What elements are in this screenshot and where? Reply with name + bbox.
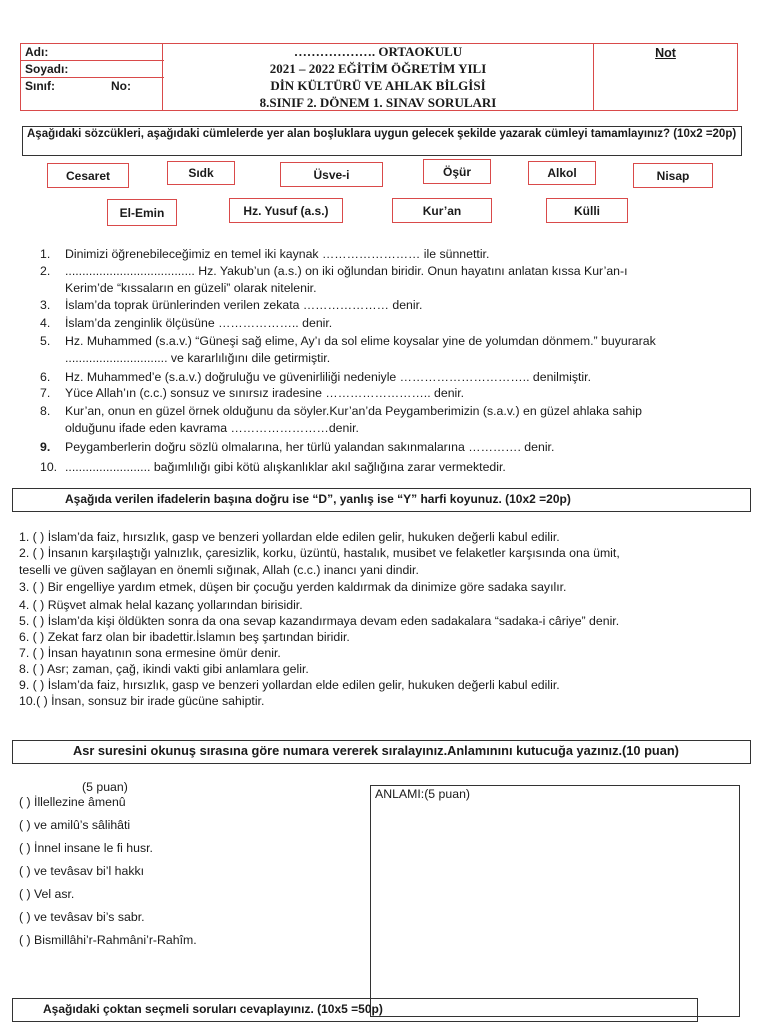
true-false-line[interactable]: 7. ( ) İnsan hayatının sona ermesine ömür denir. — [19, 646, 281, 660]
question-number: 5. — [40, 334, 51, 348]
question-text-line: olduğunu ifade eden kavrama ……………………denir. — [65, 421, 359, 435]
year-line: 2021 – 2022 EĞİTİM ÖĞRETİM YILI — [269, 61, 487, 76]
grade-label: Not — [655, 46, 676, 60]
question-text-line: ...................................... Hz. Yakub’un (a.s.) on iki oğlundan biridir. Onun hayatını anlatan kıssa Kur’an-ı — [65, 264, 628, 278]
true-false-line[interactable]: 1. ( ) İslam’da faiz, hırsızlık, gasp ve benzeri yollardan elde edilen gelir, hukuken değerli kabul edilir. — [19, 530, 560, 544]
question-number: 10. — [40, 460, 58, 474]
asr-verse[interactable]: ( ) Bismillâhi’r-Rahmâni’r-Rahîm. — [19, 933, 197, 947]
asr-verse[interactable]: ( ) ve tevâsav bi’l hakkı — [19, 864, 145, 878]
true-false-line[interactable]: 8. ( ) Asr; zaman, çağ, ikindi vakti gibi anlamlara gelir. — [19, 662, 309, 676]
exam-header — [20, 43, 738, 111]
exam-line: 8.SINIF 2. DÖNEM 1. SINAV SORULARI — [259, 95, 497, 110]
question-text-line: ......................... bağımlılığı gibi kötü alışkanlıklar akıl sağlığına zarar vermektedir. — [65, 460, 506, 474]
school-line: ………………. ORTAOKULU — [293, 44, 463, 59]
question-text-line: Hz. Muhammed (s.a.v.) “Güneşi sağ elime, Ay’ı da sol elime koysalar yine de yolumdan dönmem.” buyurarak — [65, 334, 656, 348]
asr-verse[interactable]: ( ) Vel asr. — [19, 887, 75, 901]
word-bank-item: Cesaret — [47, 163, 129, 188]
section2-instruction: Aşağıda verilen ifadelerin başına doğru ise “D”, yanlış ise “Y” harfi koyunuz. (10x2 =20p) — [12, 488, 751, 512]
section3-instruction: Asr suresini okunuş sırasına göre numara vererek sıralayınız.Anlamınını kutucuğa yazınız.(10 puan) — [12, 740, 751, 764]
no-label: No: — [111, 79, 131, 93]
question-text-line: Yüce Allah’ın (c.c.) sonsuz ve sınırsız iradesine …………………….. denir. — [65, 386, 465, 400]
asr-verse[interactable]: ( ) İllellezine âmenû — [19, 795, 126, 809]
question-number: 9. — [40, 440, 51, 454]
student-info-box — [20, 43, 163, 111]
question-number: 7. — [40, 386, 51, 400]
true-false-line[interactable]: 9. ( ) İslam’da faiz, hırsızlık, gasp ve benzeri yollardan elde edilen gelir, hukuken değerli kabul edilir. — [19, 678, 560, 692]
question-text-line: İslam’da zenginlik ölçüsüne ……………….. denir. — [65, 316, 333, 330]
question-number: 3. — [40, 298, 51, 312]
grade-box[interactable] — [593, 43, 738, 111]
word-bank-item: Hz. Yusuf (a.s.) — [229, 198, 343, 223]
section4-instruction: Aşağıdaki çoktan seçmeli soruları cevaplayınız. (10x5 =50p) — [12, 998, 698, 1022]
question-number: 4. — [40, 316, 51, 330]
word-bank-item: Öşür — [423, 159, 491, 184]
true-false-line[interactable]: 3. ( ) Bir engelliye yardım etmek, düşen bir çocuğu yerden kaldırmak da dinimize göre sadaka sayılır. — [19, 580, 567, 594]
meaning-label: ANLAMI:(5 puan) — [375, 787, 471, 801]
class-field[interactable]: Sınıf: No: — [25, 79, 131, 93]
true-false-line[interactable]: 2. ( ) İnsanın karşılaştığı yalnızlık, çaresizlik, korku, üzüntü, hastalık, musibet ve felaketler karşısında ona ümit, — [19, 546, 620, 560]
question-number: 2. — [40, 264, 51, 278]
question-text-line: Peygamberlerin doğru sözlü olmalarına, her türlü yalandan sakınmalarına …………. denir. — [65, 440, 555, 454]
word-bank-item: Nisap — [633, 163, 713, 188]
question-text-line: İslam’da toprak ürünlerinden verilen zekata ………………… denir. — [65, 298, 423, 312]
word-bank-item: Alkol — [528, 161, 596, 185]
question-text-line: Kur’an, onun en güzel örnek olduğunu da söyler.Kur’an’da Peygamberimizin (s.a.v.) en güzel ahlaka sahip — [65, 404, 642, 418]
word-bank-item: Üsve-i — [280, 162, 383, 187]
name-field[interactable]: Adı: — [21, 44, 164, 61]
question-text-line: Kerim’de “kıssaların en güzeli” olarak nitelenir. — [65, 281, 317, 295]
true-false-line[interactable]: 4. ( ) Rüşvet almak helal kazanç yollarından birisidir. — [19, 598, 303, 612]
true-false-line[interactable]: 10.( ) İnsan, sonsuz bir irade gücüne sahiptir. — [19, 694, 265, 708]
word-bank-item: Külli — [546, 198, 628, 223]
question-number: 1. — [40, 247, 51, 261]
surname-field[interactable]: Soyadı: — [21, 61, 164, 78]
asr-verse[interactable]: ( ) ve amilû’s sâlihâti — [19, 818, 131, 832]
question-number: 8. — [40, 404, 51, 418]
question-text-line: .............................. ve kararlılığını dile getirmiştir. — [65, 351, 331, 365]
word-bank-item: El-Emin — [107, 199, 177, 226]
verse-points-label: (5 puan) — [82, 780, 128, 794]
question-text-line: Dinimizi öğrenebileceğimiz en temel iki kaynak …………………… ile sünnettir. — [65, 247, 490, 261]
asr-verse[interactable]: ( ) İnnel insane le fi husr. — [19, 841, 153, 855]
question-number: 6. — [40, 370, 51, 384]
meaning-answer-box[interactable] — [370, 785, 740, 1017]
course-line: DİN KÜLTÜRÜ VE AHLAK BİLGİSİ — [270, 78, 486, 93]
question-text-line: Hz. Muhammed’e (s.a.v.) doğruluğu ve güvenirliliği nedeniyle ………………………….. denilmiştir. — [65, 370, 591, 384]
word-bank-item: Kur’an — [392, 198, 492, 223]
word-bank-item: Sıdk — [167, 161, 235, 185]
true-false-line[interactable]: 5. ( ) İslam’da kişi öldükten sonra da ona sevap kazandırmaya devam eden sadakalara “sadaka-i câriye” denir. — [19, 614, 620, 628]
true-false-line[interactable]: teselli ve güven sağlayan en önemli sığınak, Allah (c.c.) inancı yani dindir. — [19, 563, 419, 577]
true-false-line[interactable]: 6. ( ) Zekat farz olan bir ibadettir.İslamın beş şartından biridir. — [19, 630, 350, 644]
asr-verse[interactable]: ( ) ve tevâsav bi’s sabr. — [19, 910, 145, 924]
section1-instruction: Aşağıdaki sözcükleri, aşağıdaki cümlelerde yer alan boşluklara uygun gelecek şekilde yazarak cümleyi tamamlayınız? (10x2 =20p) — [22, 126, 742, 156]
